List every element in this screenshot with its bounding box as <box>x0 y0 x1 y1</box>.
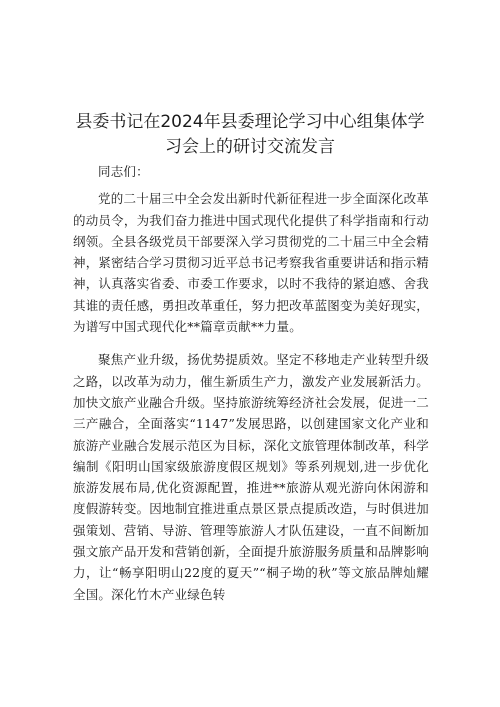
paragraph-intro: 党的二十届三中全会发出新时代新征程进一步全面深化改革的动员令，为我们奋力推进中国式现代化提供了科学指南和行动纲领。全县各级党员干部要深入学习贯彻党的二十届三中全会精神，紧密结合学习贯彻习近平总书记考察我省重要讲话和指示精神，认真落实省委、市委工作要求，以时不我待的紧迫感、舍我其谁的责任感，勇担改革重任，努力把改革蓝图变为美好现实，为谱写中国式现代化**篇章贡献**力量。 <box>73 191 429 335</box>
paragraph-industry-upgrade: 聚焦产业升级，扬优势提质效。坚定不移地走产业转型升级之路，以改革为动力，催生新质生产力，激发产业发展新活力。加快文旅产业融合升级。坚持旅游统筹经济社会发展，促进一二三产融合，全面落实“1147”发展思路，以创建国家文化产业和旅游产业融合发展示范区为目标，深化文旅管理体制改革，科学编制《阳明山国家级旅游度假区规划》等系列规划,进一步优化旅游发展布局,优化资源配置，推进**旅游从观光游向休闲游和度假游转变。因地制宜推进重点景区景点提质改造，与时俱进加强策划、营销、导游、管理等旅游人才队伍建设，一直不间断加强文旅产品开发和营销创新，全面提升旅游服务质量和品牌影响力，让“畅享阳明山22度的夏天”“桐子坳的秋”等文旅品牌灿耀全国。深化竹木产业绿色转 <box>73 352 429 602</box>
document-title <box>70 110 430 160</box>
salutation: 同志们： <box>98 164 149 179</box>
title-line-1: 县委书记在2024年县委理论学习中心组集体学 <box>75 112 425 132</box>
title-line-2: 习会上的研讨交流发言 <box>165 137 335 157</box>
document-body <box>73 161 429 617</box>
